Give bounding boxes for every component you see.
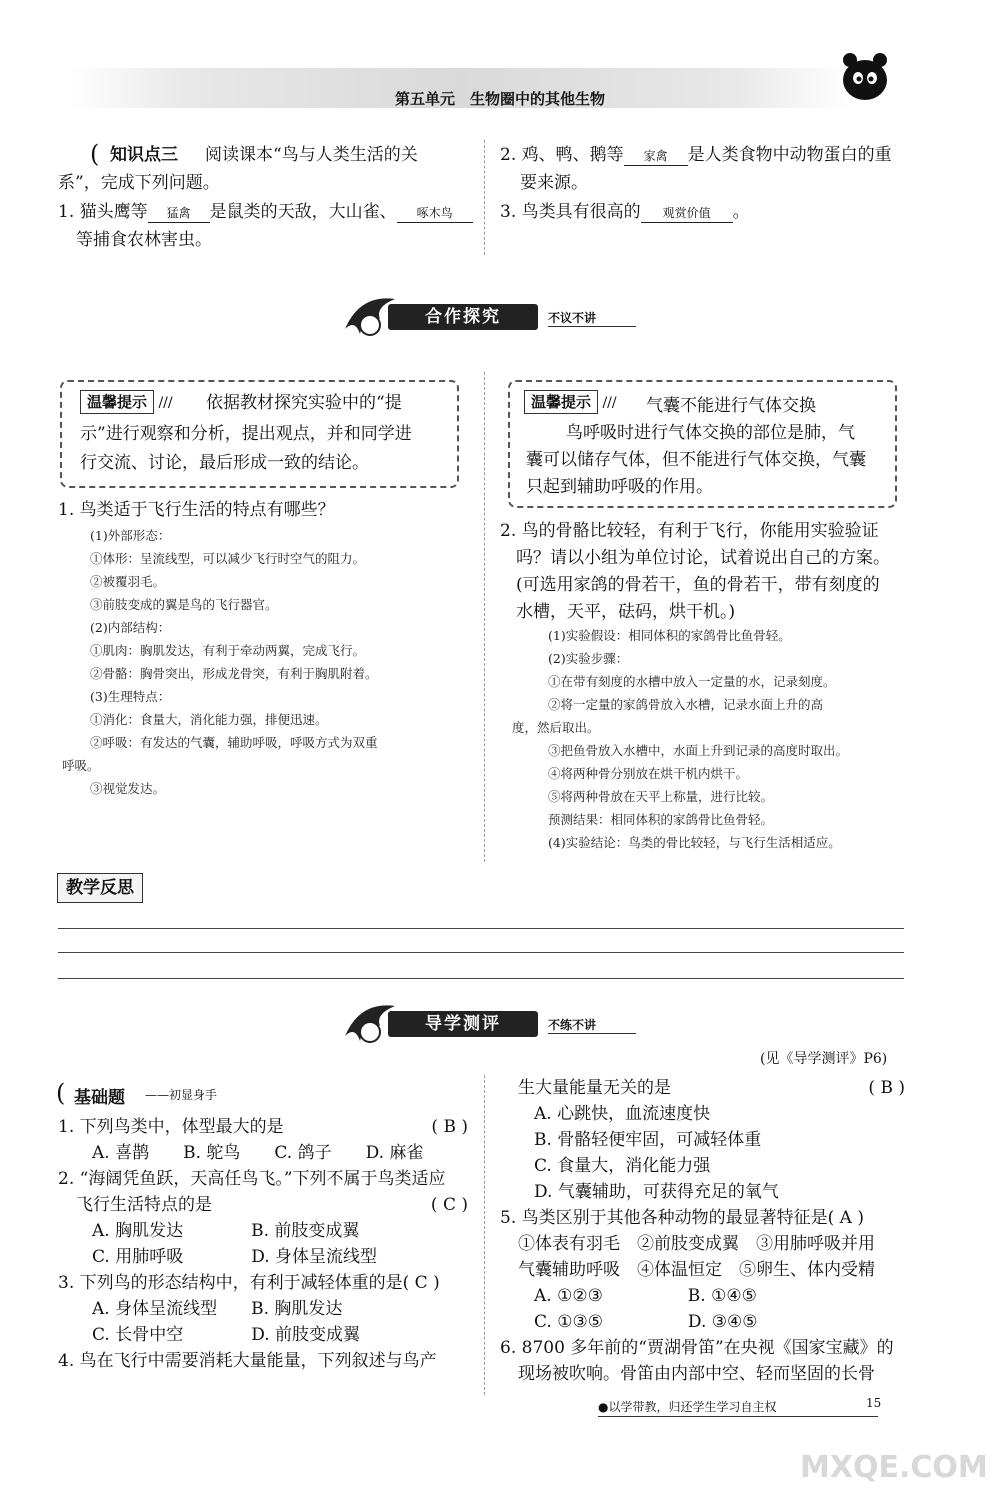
q2-answer-line: (2)实验步骤：: [548, 651, 629, 666]
coop-q2-1: 2. 鸟的骨骼比较轻，有利于飞行，你能用实验验证: [500, 521, 879, 541]
kq1-text: 1. 猫头鹰等: [58, 202, 148, 222]
q2-answer-line: 度，然后取出。: [512, 720, 600, 735]
q2-answer-line: ①在带有刻度的水槽中放入一定量的水，记录刻度。: [548, 674, 836, 689]
kq2-line: [500, 142, 892, 168]
q2-answer-line: ③把鱼骨放入水槽中，水面上升到记录的高度时取出。: [548, 743, 849, 758]
reflection-line: [58, 928, 904, 929]
coop-q2-3: (可选用家鸽的骨若干，鱼的骨若干，带有刻度的: [516, 575, 880, 595]
kq2-cont: 要来源。: [520, 173, 588, 193]
mcq-line: ①体表有羽毛 ②前肢变成翼 ③用肺呼吸并用: [518, 1234, 875, 1254]
mcq-options: C. ①③⑤ D. ③④⑤: [534, 1312, 758, 1332]
mcq-line: [500, 1075, 905, 1101]
q2-answer-line: (1)实验假设：相同体积的家鸽骨比鱼骨轻。: [548, 628, 791, 643]
q1-answer-line: ②被覆羽毛。: [90, 574, 166, 589]
reflection-line: [58, 978, 904, 979]
kq2-text-2: 是人类食物中动物蛋白的重: [687, 145, 892, 165]
mcq-options: A. 胸肌发达 B. 前肢变成翼: [92, 1221, 360, 1241]
mcq-line: 现场被吹响。骨笛由内部中空、轻而坚固的长骨: [518, 1364, 875, 1384]
tip-left-text-1: 依据教材探究实验中的“提: [206, 393, 402, 413]
knowledge-intro: 阅读课本“鸟与人类生活的关: [205, 145, 418, 165]
column-divider-2: [484, 372, 485, 862]
coop-q1-answer: [62, 524, 378, 800]
answer-choice: ( B ): [868, 1078, 905, 1098]
q-text: 1. 下列鸟类中，体型最大的是: [58, 1117, 284, 1137]
tip-right-label-wrap: 温馨提示 ///: [524, 390, 617, 414]
kq1-answer-2: 啄木鸟: [397, 204, 473, 223]
guide-see-ref: (见《导学测评》P6): [760, 1051, 888, 1067]
q1-answer-line: (2)内部结构：: [90, 620, 171, 635]
mcq-options: A. 心跳快，血流速度快: [534, 1104, 711, 1124]
tip-right-title: 气囊不能进行气体交换: [646, 396, 816, 416]
mascot-icon: [830, 48, 900, 108]
mcq-line: 4. 鸟在飞行中需要消耗大量能量，下列叙述与鸟产: [58, 1351, 437, 1371]
footer-slogan: ●以学带教，归还学生学习自主权: [598, 1398, 878, 1417]
bracket-icon: (: [56, 1079, 66, 1107]
coop-banner-sub: 不议不讲: [548, 309, 636, 327]
q1-answer-line: 呼吸。: [62, 758, 100, 773]
basic-title: 基础题: [74, 1088, 125, 1108]
q1-answer-line: ②呼吸：有发达的气囊，辅助呼吸，呼吸方式为双重: [90, 735, 378, 750]
tip-right-label: 温馨提示: [524, 390, 598, 414]
tip-left-text-3: 行交流、讨论，最后形成一致的结论。: [80, 453, 369, 473]
tip-left-text-2: 示”进行观察和分析，提出观点，并和同学进: [80, 424, 412, 444]
kq3-text-2: 。: [732, 202, 750, 222]
bracket-icon: (: [90, 140, 100, 168]
coop-q2-answer: [512, 624, 848, 854]
q2-answer-line: ②将一定量的家鸽骨放入水槽，记录水面上升的高: [548, 697, 824, 712]
tip-right-text-3: 只起到辅助呼吸的作用。: [526, 477, 713, 497]
tip-left-label-wrap: 温馨提示 ///: [80, 390, 173, 414]
q2-answer-line: ⑤将两种骨放在天平上称量，进行比较。: [548, 789, 774, 804]
watermark: MXQE.COM: [800, 1450, 988, 1485]
knowledge-intro-cont: 系”，完成下列问题。: [58, 173, 220, 193]
kq2-answer: 家禽: [624, 147, 688, 166]
q-text: 生大量能量无关的是: [518, 1078, 671, 1098]
q-text: 飞行生活特点的是: [76, 1195, 212, 1215]
q1-answer-line: ①肌肉：胸肌发达，有利于牵动两翼，完成飞行。: [90, 643, 366, 658]
kq2-text: 2. 鸡、鸭、鹅等: [500, 145, 624, 165]
q2-answer-line: ④将两种骨分别放在烘干机内烘干。: [548, 766, 749, 781]
tip-right-text-2: 囊可以储存气体，但不能进行气体交换，气囊: [526, 450, 866, 470]
q1-answer-line: ③视觉发达。: [90, 781, 166, 796]
kq1-answer-1: 猛禽: [148, 204, 210, 223]
mcq-options: A. 身体呈流线型 B. 胸肌发达: [92, 1299, 343, 1319]
q1-answer-line: (1)外部形态：: [90, 528, 171, 543]
q2-answer-line: (4)实验结论：鸟类的骨比较轻，与飞行生活相适应。: [548, 835, 841, 850]
mcq-options: D. 气囊辅助，可获得充足的氧气: [534, 1182, 779, 1202]
kq3-answer: 观赏价值: [641, 204, 733, 223]
column-divider-3: [484, 1075, 485, 1395]
kq1-line: [58, 199, 473, 225]
mcq-options: C. 用肺呼吸 D. 身体呈流线型: [92, 1247, 378, 1267]
guide-right-col: [500, 1075, 905, 1387]
guide-left-col: [58, 1114, 468, 1374]
tip-left-label: 温馨提示: [80, 390, 154, 414]
page-number: 15: [866, 1396, 882, 1410]
mcq-line: [58, 1114, 468, 1140]
kq3-line: [500, 199, 750, 225]
unit-title: 第五单元 生物圈中的其他生物: [394, 90, 605, 108]
mcq-line: 2. “海阔凭鱼跃，天高任鸟飞。”下列不属于鸟类适应: [58, 1169, 446, 1189]
column-divider: [484, 140, 485, 255]
q1-answer-line: ①消化：食量大，消化能力强，排便迅速。: [90, 712, 328, 727]
kq1-cont: 等捕食农林害虫。: [76, 230, 212, 250]
kq3-text: 3. 鸟类具有很高的: [500, 202, 641, 222]
kq1-text-2: 是鼠类的天敌，大山雀、: [209, 202, 397, 222]
tip-right-text-1: 鸟呼吸时进行气体交换的部位是肺，气: [566, 423, 855, 443]
mcq-line: [58, 1192, 468, 1218]
q2-answer-line: 预测结果：相同体积的家鸽骨比鱼骨轻。: [548, 812, 774, 827]
guide-banner-sub: 不练不讲: [548, 1016, 636, 1034]
mcq-options: A. 喜鹊 B. 鸵鸟 C. 鸽子 D. 麻雀: [92, 1143, 424, 1163]
mcq-line: 气囊辅助呼吸 ④体温恒定 ⑤卵生、体内受精: [518, 1260, 875, 1280]
basic-subtitle: ——初显身手: [145, 1088, 218, 1102]
reflection-line: [58, 952, 904, 953]
mcq-line: 6. 8700 多年前的“贾湖骨笛”在央视《国家宝藏》的: [500, 1338, 894, 1358]
coop-banner-title: 合作探究: [388, 304, 538, 330]
coop-q2-4: 水槽，天平，砝码，烘干机。): [516, 602, 736, 622]
guide-banner: [340, 1002, 640, 1048]
q1-answer-line: ①体形：呈流线型，可以减少飞行时空气的阻力。: [90, 551, 366, 566]
answer-choice: ( C ): [430, 1195, 468, 1215]
mcq-options: B. 骨骼轻便牢固，可减轻体重: [534, 1130, 762, 1150]
mcq-options: C. 食量大，消化能力强: [534, 1156, 711, 1176]
q1-answer-line: ③前肢变成的翼是鸟的飞行器官。: [90, 597, 278, 612]
q1-answer-line: (3)生理特点：: [90, 689, 171, 704]
mcq-line: 5. 鸟类区别于其他各种动物的最显著特征是( A ): [500, 1208, 864, 1228]
mcq-options: C. 长骨中空 D. 前肢变成翼: [92, 1325, 361, 1345]
guide-banner-title: 导学测评: [388, 1011, 538, 1037]
coop-q2-2: 吗？请以小组为单位讨论，试着说出自己的方案。: [516, 548, 890, 568]
mcq-options: A. ①②③ B. ①④⑤: [534, 1286, 757, 1306]
q1-answer-line: ②骨骼：胸骨突出，形成龙骨突，有利于胸肌附着。: [90, 666, 378, 681]
coop-q1: 1. 鸟类适于飞行生活的特点有哪些？: [58, 500, 335, 520]
knowledge-tag: 知识点三: [110, 145, 178, 165]
reflection-label: 教学反思: [57, 873, 143, 903]
mcq-line: 3. 下列鸟的形态结构中，有利于减轻体重的是( C ): [58, 1273, 440, 1293]
coop-banner: [340, 295, 640, 341]
answer-choice: ( B ): [431, 1117, 468, 1137]
